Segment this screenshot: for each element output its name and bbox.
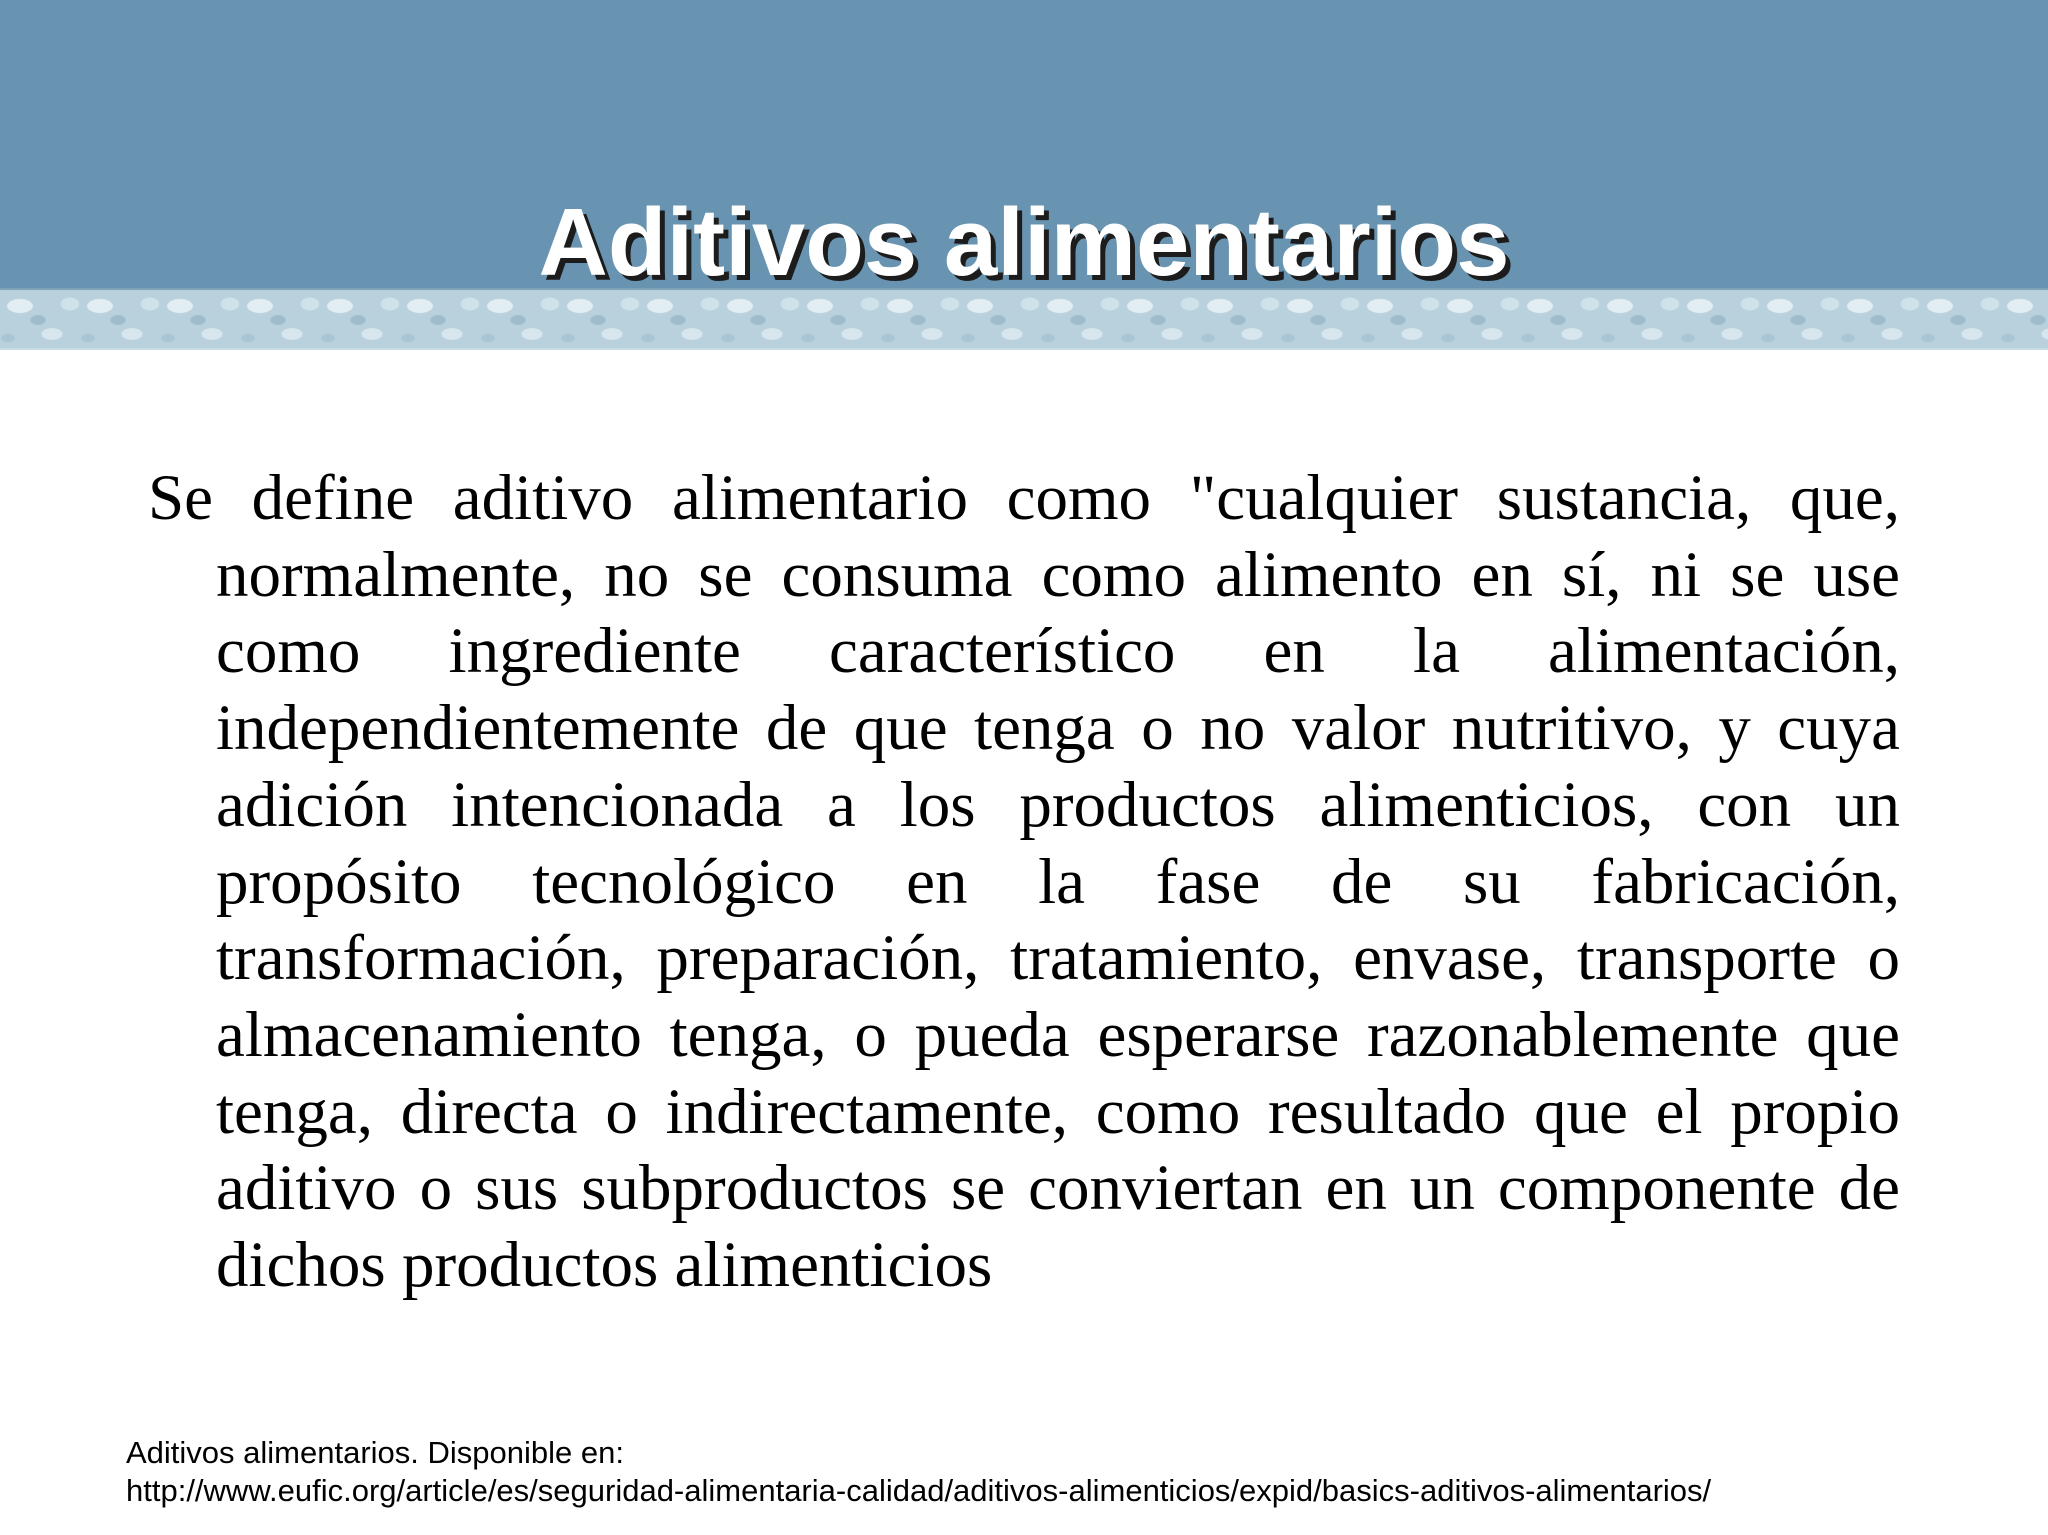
source-url: http://www.eufic.org/article/es/seguridad-alimentaria-calidad/aditivos-alimenticios/expid/basics-aditivos-alimentarios/ <box>126 1473 1712 1508</box>
source-label: Aditivos alimentarios. Disponible en: <box>126 1435 624 1470</box>
slide-title: Aditivos alimentarios <box>538 189 1510 296</box>
source-citation <box>126 1434 2026 1510</box>
definition-paragraph: Se define aditivo alimentario como "cualquier sustancia, que, normalmente, no se consuma como alimento en sí, ni se use como ingrediente característico en la alimentación, independientemente de que tenga o no valor nutritivo, y cuya adición intencionada a los productos alimenticios, con un propósito tecnológico en la fase de su fabricación, transformación, preparación, tratamiento, envase, transporte o almacenamiento tenga, o pueda esperarse razonablemente que tenga, directa o indirectamente, como resultado que el propio aditivo o sus subproductos se conviertan en un componente de dichos productos alimenticios <box>148 462 1900 1302</box>
